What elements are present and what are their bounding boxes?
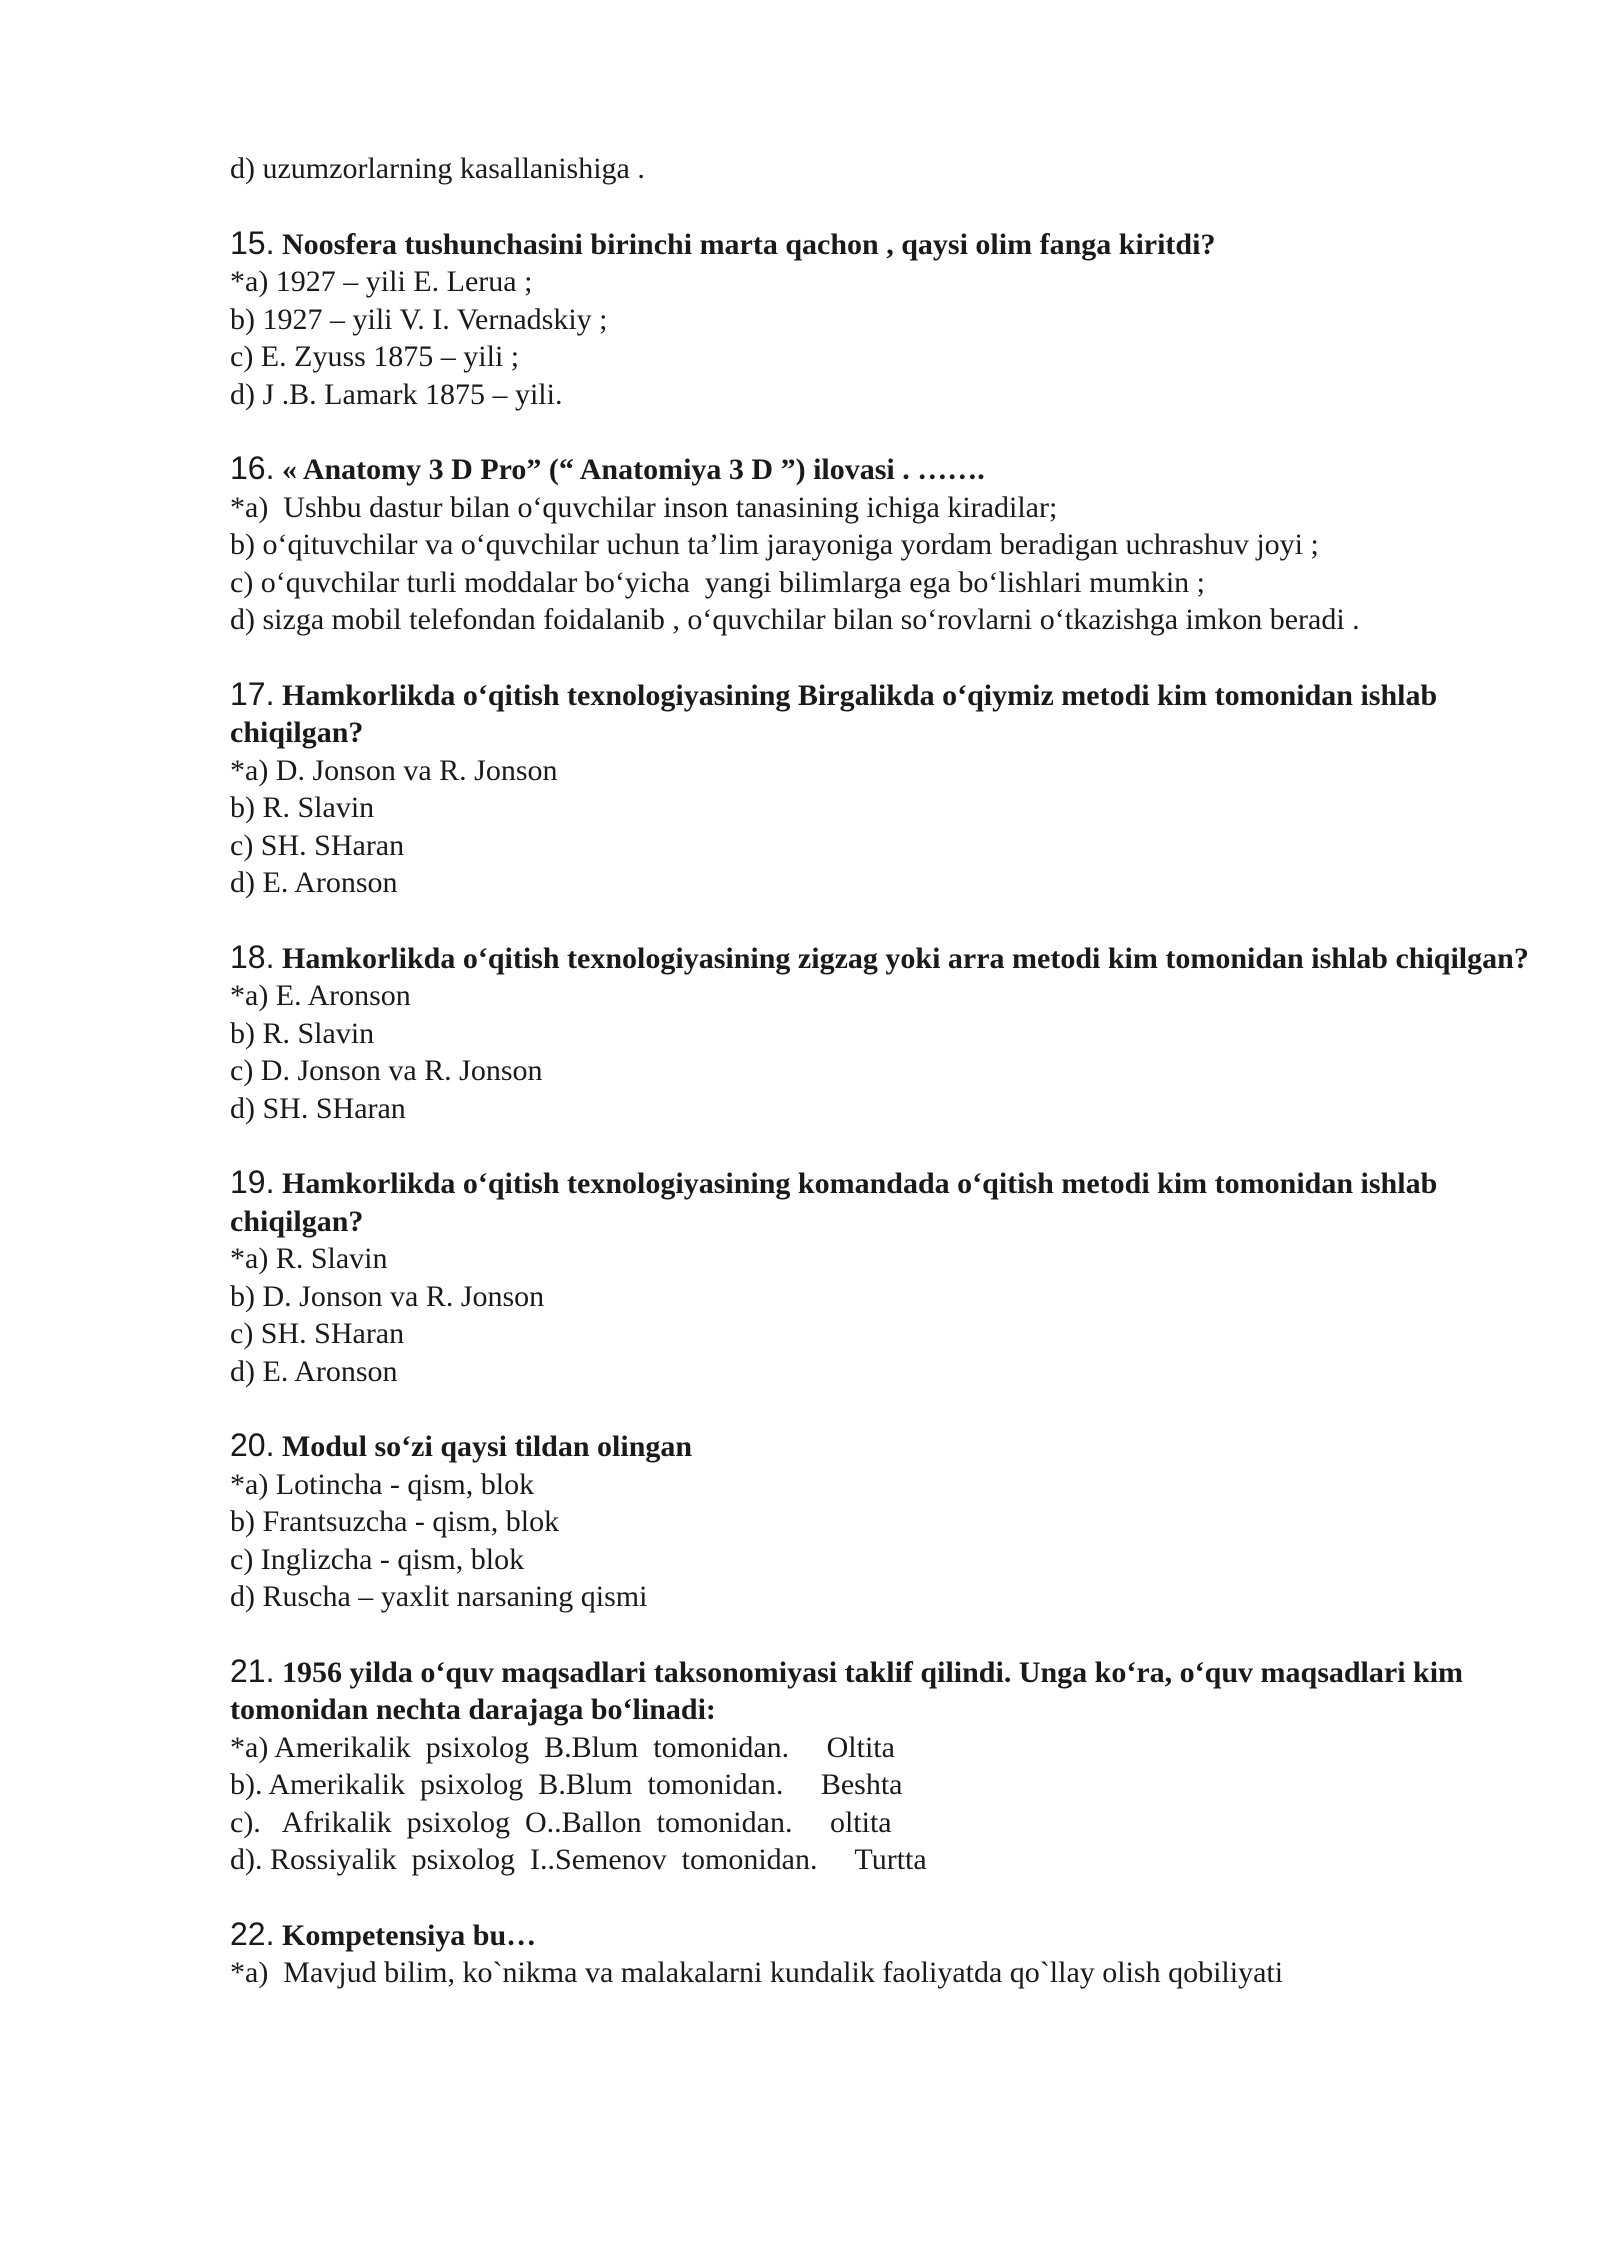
answer-option: b) D. Jonson va R. Jonson [230,1279,545,1313]
answer-option: *a) Lotincha - qism, blok [230,1467,535,1501]
question-heading [230,939,1530,978]
answer-option: b) 1927 – yili V. I. Vernadskiy ; [230,302,608,336]
question-18 [230,939,1530,1128]
answer-option: b). Amerikalik psixolog B.Blum tomonidan. Beshta [230,1768,903,1801]
answer-option: *a) Amerikalik psixolog B.Blum tomonidan. Oltita [230,1730,895,1764]
question-text: Modul so‘zi qaysi tildan olingan [281,1430,693,1463]
question-15 [230,225,1530,414]
answer-option: d) J .B. Lamark 1875 – yili. [230,377,563,411]
question-21 [230,1653,1530,1879]
question-16 [230,450,1530,639]
answer-option: c) D. Jonson va R. Jonson [230,1054,543,1087]
answer-option: *a) D. Jonson va R. Jonson [230,753,558,787]
answer-option: d) Ruscha – yaxlit narsaning qismi [230,1580,648,1613]
question-number: 19. [230,1164,275,1200]
question-heading [230,225,1530,264]
answer-option: c) E. Zyuss 1875 – yili ; [230,340,520,373]
answer-option: c) Inglizcha - qism, blok [230,1542,525,1576]
question-heading [230,1916,1530,1955]
question-text: « Anatomy 3 D Pro” (“ Anatomiya 3 D ”) ilovasi . ……. [281,453,985,486]
question-text: 1956 yilda o‘quv maqsadlari taksonomiyasi taklif qilindi. Unga ko‘ra, o‘quv maqsadlari kim tomonidan nechta darajaga bo‘linadi: [230,1655,1464,1726]
answer-option: *a) Ushbu dastur bilan o‘quvchilar inson tanasining ichiga kiradilar; [230,490,1058,524]
question-heading [230,1427,1530,1466]
answer-option: *a) Mavjud bilim, ko`nikma va malakalarni kundalik faoliyatda qo`llay olish qobiliyati [230,1956,1284,1989]
answer-option: b) R. Slavin [230,791,375,824]
question-19 [230,1164,1530,1390]
answer-option: b) R. Slavin [230,1016,375,1050]
lead-option-line: d) uzumzorlarning kasallanishiga . [230,152,645,185]
question-heading [230,1653,1530,1729]
question-number: 20. [230,1427,275,1463]
question-heading [230,676,1530,752]
document-page [230,150,1530,1992]
question-heading [230,450,1530,489]
question-text: Hamkorlikda o‘qitish texnologiyasining komandada o‘qitish metodi kim tomonidan ishlab chiqilgan? [230,1167,1438,1238]
answer-option: *a) E. Aronson [230,979,411,1012]
question-number: 18. [230,938,275,975]
question-text: Noosfera tushunchasini birinchi marta qachon , qaysi olim fanga kiritdi? [281,227,1216,261]
answer-option: d) E. Aronson [230,1354,398,1388]
question-number: 16. [230,450,275,486]
answer-option: d) E. Aronson [230,866,398,899]
answer-option: b) Frantsuzcha - qism, blok [230,1505,560,1538]
question-heading [230,1164,1530,1240]
answer-option: c) SH. SHaran [230,828,405,862]
answer-option: *a) R. Slavin [230,1242,388,1275]
question-text: Hamkorlikda o‘qitish texnologiyasining Birgalikda o‘qiymiz metodi kim tomonidan ishlab chiqilgan? [230,678,1438,749]
answer-option: c). Afrikalik psixolog O..Ballon tomonidan. oltita [230,1805,892,1839]
answer-option: d). Rossiyalik psixolog I..Semenov tomonidan. Turtta [230,1843,927,1876]
question-number: 22. [230,1915,275,1952]
question-text: Kompetensiya bu… [281,1918,537,1952]
question-17 [230,676,1530,902]
answer-option: c) SH. SHaran [230,1317,405,1350]
question-number: 17. [230,675,275,712]
question-22 [230,1916,1530,1992]
question-number: 15. [230,224,275,261]
answer-option: *a) 1927 – yili E. Lerua ; [230,265,533,298]
answer-option: c) o‘quvchilar turli moddalar bo‘yicha yangi bilimlarga ega bo‘lishlari mumkin ; [230,565,1206,599]
question-20 [230,1427,1530,1616]
answer-option: b) o‘qituvchilar va o‘quvchilar uchun ta’lim jarayoniga yordam beradigan uchrashuv joyi ; [230,528,1319,561]
answer-option: d) sizga mobil telefondan foidalanib , o‘quvchilar bilan so‘rovlarni o‘tkazishga imkon beradi . [230,603,1360,636]
question-text: Hamkorlikda o‘qitish texnologiyasining zigzag yoki arra metodi kim tomonidan ishlab chiqilgan? [281,941,1529,975]
question-number: 21. [230,1652,275,1689]
answer-option: d) SH. SHaran [230,1091,406,1125]
